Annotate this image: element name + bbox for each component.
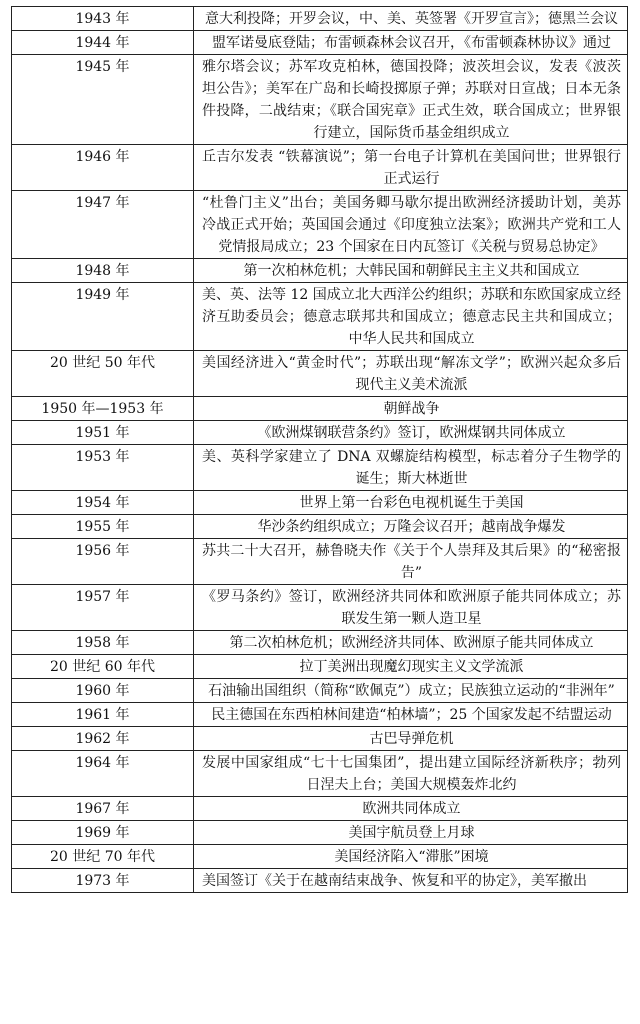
- year-cell: 1973 年: [12, 869, 194, 893]
- table-row: [12, 421, 628, 445]
- year-cell: 20 世纪 70 年代: [12, 845, 194, 869]
- year-cell: 1951 年: [12, 421, 194, 445]
- event-cell: 欧洲共同体成立: [194, 797, 628, 821]
- event-cell: 民主德国在东西柏林间建造“柏林墙”；25 个国家发起不结盟运动: [194, 703, 628, 727]
- year-cell: 1943 年: [12, 7, 194, 31]
- event-cell: 美国经济陷入“滞胀”困境: [194, 845, 628, 869]
- table-row: [12, 515, 628, 539]
- event-cell: 《罗马条约》签订，欧洲经济共同体和欧洲原子能共同体成立；苏联发生第一颗人造卫星: [194, 585, 628, 631]
- table-row: [12, 797, 628, 821]
- year-cell: 1962 年: [12, 727, 194, 751]
- table-row: [12, 55, 628, 145]
- table-row: [12, 7, 628, 31]
- event-cell: “杜鲁门主义”出台；美国务卿马歇尔提出欧洲经济援助计划，美苏冷战正式开始；英国国会通过《印度独立法案》；欧洲共产党和工人党情报局成立；23 个国家在日内瓦签订《关税与贸易总协定》: [194, 191, 628, 259]
- table-row: [12, 539, 628, 585]
- event-cell: 朝鲜战争: [194, 397, 628, 421]
- year-cell: 1960 年: [12, 679, 194, 703]
- history-timeline-table: [11, 6, 628, 893]
- event-cell: 华沙条约组织成立；万隆会议召开；越南战争爆发: [194, 515, 628, 539]
- event-cell: 美、英、法等 12 国成立北大西洋公约组织；苏联和东欧国家成立经济互助委员会；德意志联邦共和国成立；德意志民主共和国成立；中华人民共和国成立: [194, 283, 628, 351]
- table-row: [12, 845, 628, 869]
- table-row: [12, 727, 628, 751]
- table-row: [12, 631, 628, 655]
- event-cell: 古巴导弹危机: [194, 727, 628, 751]
- year-cell: 1956 年: [12, 539, 194, 585]
- event-cell: 第一次柏林危机；大韩民国和朝鲜民主主义共和国成立: [194, 259, 628, 283]
- year-cell: 1947 年: [12, 191, 194, 259]
- event-cell: 美国签订《关于在越南结束战争、恢复和平的协定》，美军撤出: [194, 869, 628, 893]
- table-row: [12, 491, 628, 515]
- event-cell: 石油输出国组织（简称“欧佩克”）成立；民族独立运动的“非洲年”: [194, 679, 628, 703]
- table-row: [12, 869, 628, 893]
- table-row: [12, 585, 628, 631]
- event-cell: 《欧洲煤钢联营条约》签订，欧洲煤钢共同体成立: [194, 421, 628, 445]
- year-cell: 1944 年: [12, 31, 194, 55]
- table-row: [12, 145, 628, 191]
- event-cell: 世界上第一台彩色电视机诞生于美国: [194, 491, 628, 515]
- year-cell: 1946 年: [12, 145, 194, 191]
- table-row: [12, 397, 628, 421]
- event-cell: 美国经济进入“黄金时代”；苏联出现“解冻文学”；欧洲兴起众多后现代主义美术流派: [194, 351, 628, 397]
- year-cell: 1949 年: [12, 283, 194, 351]
- year-cell: 20 世纪 60 年代: [12, 655, 194, 679]
- table-row: [12, 655, 628, 679]
- year-cell: 1948 年: [12, 259, 194, 283]
- year-cell: 1950 年—1953 年: [12, 397, 194, 421]
- event-cell: 发展中国家组成“七十七国集团”，提出建立国际经济新秩序；勃列日涅夫上台；美国大规模轰炸北约: [194, 751, 628, 797]
- year-cell: 1955 年: [12, 515, 194, 539]
- event-cell: 盟军诺曼底登陆；布雷顿森林会议召开，《布雷顿森林协议》通过: [194, 31, 628, 55]
- event-cell: 丘吉尔发表 “铁幕演说”；第一台电子计算机在美国问世；世界银行正式运行: [194, 145, 628, 191]
- event-cell: 意大利投降；开罗会议，中、美、英签署《开罗宣言》；德黑兰会议: [194, 7, 628, 31]
- year-cell: 1945 年: [12, 55, 194, 145]
- table-row: [12, 703, 628, 727]
- year-cell: 1953 年: [12, 445, 194, 491]
- event-cell: 美国宇航员登上月球: [194, 821, 628, 845]
- table-row: [12, 259, 628, 283]
- table-row: [12, 283, 628, 351]
- table-row: [12, 445, 628, 491]
- table-row: [12, 679, 628, 703]
- event-cell: 雅尔塔会议；苏军攻克柏林，德国投降；波茨坦会议，发表《波茨坦公告》；美军在广岛和长崎投掷原子弹；苏联对日宣战；日本无条件投降，二战结束；《联合国宪章》正式生效，联合国成立；世界银行建立，国际货币基金组织成立: [194, 55, 628, 145]
- table-row: [12, 821, 628, 845]
- year-cell: 1964 年: [12, 751, 194, 797]
- year-cell: 1967 年: [12, 797, 194, 821]
- event-cell: 苏共二十大召开，赫鲁晓夫作《关于个人崇拜及其后果》的“秘密报告”: [194, 539, 628, 585]
- year-cell: 1954 年: [12, 491, 194, 515]
- year-cell: 1957 年: [12, 585, 194, 631]
- table-row: [12, 31, 628, 55]
- event-cell: 第二次柏林危机；欧洲经济共同体、欧洲原子能共同体成立: [194, 631, 628, 655]
- year-cell: 20 世纪 50 年代: [12, 351, 194, 397]
- year-cell: 1961 年: [12, 703, 194, 727]
- event-cell: 美、英科学家建立了 DNA 双螺旋结构模型，标志着分子生物学的诞生；斯大林逝世: [194, 445, 628, 491]
- table-row: [12, 351, 628, 397]
- year-cell: 1958 年: [12, 631, 194, 655]
- table-row: [12, 191, 628, 259]
- table-row: [12, 751, 628, 797]
- event-cell: 拉丁美洲出现魔幻现实主义文学流派: [194, 655, 628, 679]
- year-cell: 1969 年: [12, 821, 194, 845]
